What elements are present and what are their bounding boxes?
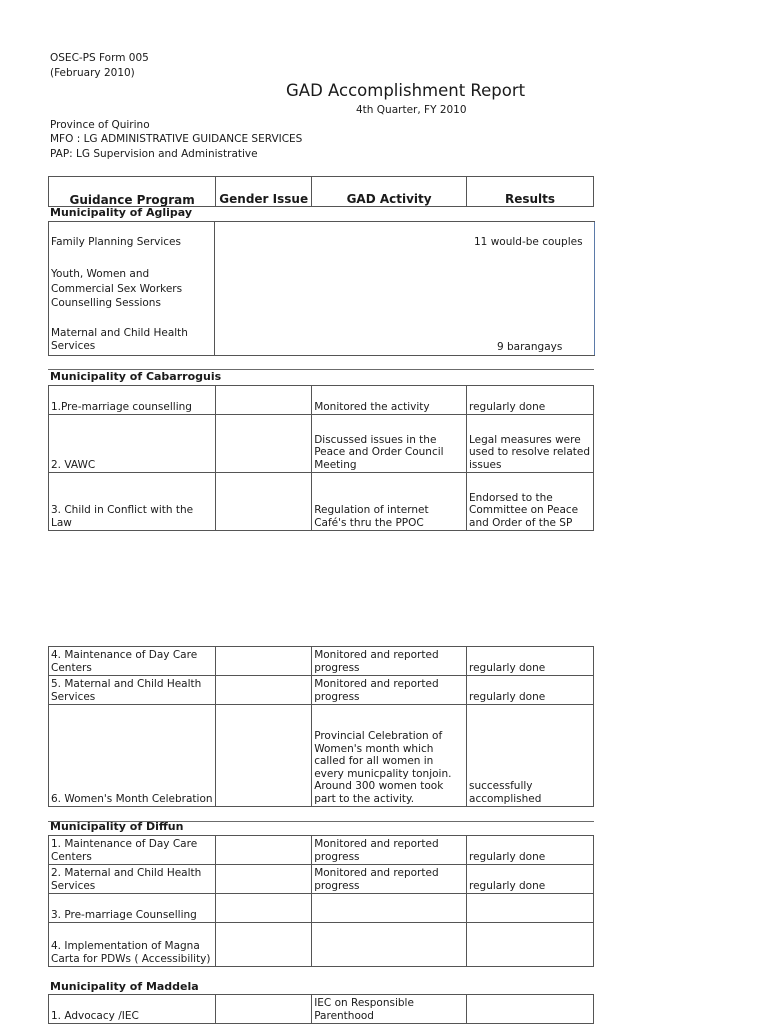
- table-row: [49, 865, 594, 894]
- cell-gender: [216, 995, 312, 1024]
- cell-activity: Monitored the activity: [312, 386, 467, 415]
- cell-activity: Monitored and reported progress: [312, 836, 467, 865]
- table-row: [49, 836, 594, 865]
- cell-activity: Discussed issues in the Peace and Order Council Meeting: [312, 415, 467, 473]
- report-subtitle: 4th Quarter, FY 2010: [356, 104, 467, 116]
- form-code: OSEC-PS Form 005: [50, 52, 149, 64]
- cell-activity: Monitored and reported progress: [312, 647, 467, 676]
- cell-gender: [216, 473, 312, 531]
- cabarroguis-table: [48, 385, 594, 531]
- cell-program: 4. Implementation of Magna Carta for PDWs ( Accessibility): [49, 923, 216, 967]
- header-activity: GAD Activity: [312, 177, 467, 207]
- cell-program: 3. Child in Conflict with the Law: [49, 473, 216, 531]
- cell-gender: [216, 705, 312, 807]
- pap-line: PAP: LG Supervision and Administrative: [50, 148, 258, 160]
- cell-results: regularly done: [467, 836, 594, 865]
- cell-results: [467, 894, 594, 923]
- header-table: [48, 176, 594, 207]
- diffun-table: [48, 835, 594, 967]
- cell-program: 1. Maintenance of Day Care Centers: [49, 836, 216, 865]
- cell-program: 2. VAWC: [49, 415, 216, 473]
- section-aglipay-title: Municipality of Aglipay: [50, 206, 192, 219]
- maddela-table: [48, 994, 594, 1024]
- cell-activity: Monitored and reported progress: [312, 676, 467, 705]
- cell-gender: [216, 836, 312, 865]
- cell-results: Endorsed to the Committee on Peace and Order of the SP: [467, 473, 594, 531]
- cell-gender: [216, 865, 312, 894]
- cell-activity: Regulation of internet Café's thru the PPOC: [312, 473, 467, 531]
- cell-results: [467, 923, 594, 967]
- table-row: [49, 415, 594, 473]
- cell-program: 4. Maintenance of Day Care Centers: [49, 647, 216, 676]
- aglipay-result-1: 11 would-be couples: [474, 236, 583, 248]
- cell-gender: [216, 923, 312, 967]
- cabarroguis-table-continued: [48, 646, 594, 807]
- cell-activity: [312, 894, 467, 923]
- table-row: [49, 705, 594, 807]
- cell-program: 1.Pre-marriage counselling: [49, 386, 216, 415]
- cell-gender: [216, 415, 312, 473]
- table-row: [49, 995, 594, 1024]
- cell-gender: [216, 894, 312, 923]
- aglipay-box-edge: [594, 222, 595, 355]
- table-row: [49, 923, 594, 967]
- mfo-line: MFO : LG ADMINISTRATIVE GUIDANCE SERVICES: [50, 133, 303, 145]
- province-line: Province of Quirino: [50, 119, 150, 131]
- table-row: [49, 894, 594, 923]
- aglipay-program-2: Youth, Women and Commercial Sex Workers Counselling Sessions: [51, 268, 183, 309]
- cell-program: 3. Pre-marriage Counselling: [49, 894, 216, 923]
- cell-activity: Monitored and reported progress: [312, 865, 467, 894]
- cell-results: regularly done: [467, 676, 594, 705]
- aglipay-program-3: Maternal and Child Health Services: [51, 327, 188, 352]
- cell-results: regularly done: [467, 865, 594, 894]
- header-results: Results: [467, 177, 594, 207]
- form-date: (February 2010): [50, 67, 135, 79]
- aglipay-divider: [214, 222, 215, 355]
- section-diffun-title: Municipality of Diffun: [50, 820, 184, 833]
- cell-results: regularly done: [467, 647, 594, 676]
- cell-program: 1. Advocacy /IEC: [49, 995, 216, 1024]
- section-maddela-title: Municipality of Maddela: [50, 980, 199, 993]
- cell-results: [467, 995, 594, 1024]
- cell-results: Legal measures were used to resolve related issues: [467, 415, 594, 473]
- header-gender: Gender Issue: [216, 177, 312, 207]
- cell-program: 6. Women's Month Celebration: [49, 705, 216, 807]
- cell-gender: [216, 647, 312, 676]
- section-cabarroguis-title: Municipality of Cabarroguis: [50, 370, 222, 383]
- cell-activity: Provincial Celebration of Women's month which called for all women in every municpality tonjoin. Around 300 women took part to the activity.: [312, 705, 467, 807]
- table-row: [49, 676, 594, 705]
- table-row: [49, 647, 594, 676]
- cell-program: 5. Maternal and Child Health Services: [49, 676, 216, 705]
- table-row: [49, 386, 594, 415]
- cell-program: 2. Maternal and Child Health Services: [49, 865, 216, 894]
- aglipay-program-1: Family Planning Services: [51, 236, 181, 248]
- cell-activity: [312, 923, 467, 967]
- cell-gender: [216, 386, 312, 415]
- report-title: GAD Accomplishment Report: [286, 81, 526, 100]
- cell-results: regularly done: [467, 386, 594, 415]
- cell-results: successfully accomplished: [467, 705, 594, 807]
- table-row: [49, 473, 594, 531]
- cell-activity: IEC on Responsible Parenthood: [312, 995, 467, 1024]
- cell-gender: [216, 676, 312, 705]
- aglipay-result-3: 9 barangays: [497, 341, 563, 353]
- header-program: Guidance Program: [49, 177, 216, 207]
